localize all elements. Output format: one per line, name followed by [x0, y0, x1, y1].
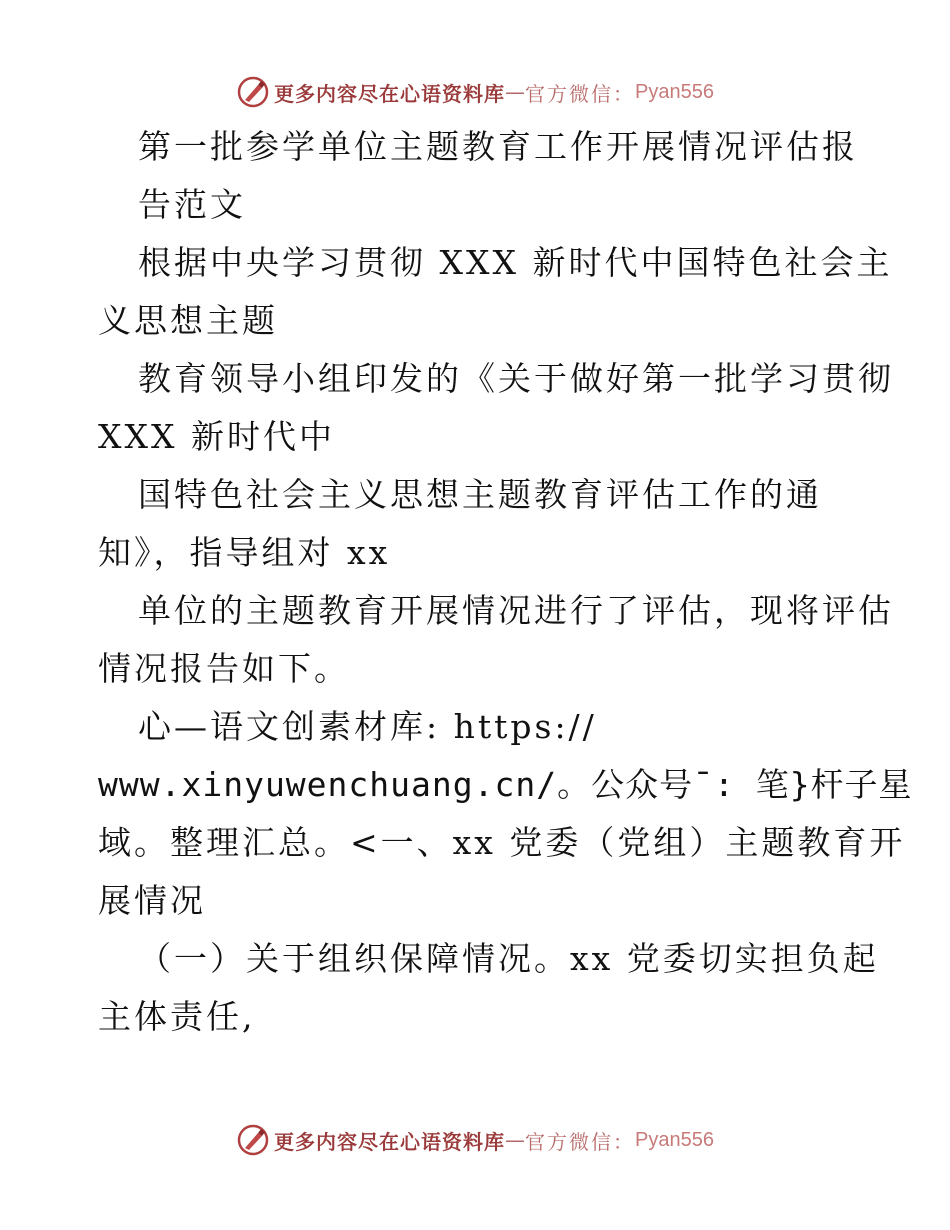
watermark-wechat-id: Pyan556: [635, 80, 714, 103]
watermark-separator: —: [505, 1128, 526, 1152]
doc-line: 心—语文创素材库: https://: [138, 707, 597, 746]
watermark-wechat-label: 官方微信：: [525, 81, 636, 106]
doc-line: 根据中央学习贯彻 XXX 新时代中国特色社会主: [138, 243, 893, 282]
doc-line: 域。整理汇总。<一、xx 党委（党组）主题教育开: [98, 823, 906, 862]
watermark-wechat-label: 官方微信：: [525, 1129, 636, 1154]
doc-line: （一）关于组织保障情况。xx 党委切实担负起: [138, 939, 879, 978]
doc-line: 单位的主题教育开展情况进行了评估，现将评估: [138, 591, 894, 630]
doc-line: 国特色社会主义思想主题教育评估工作的通: [138, 475, 822, 514]
watermark-wechat-id: Pyan556: [635, 1128, 714, 1151]
doc-line: 主体责任,: [98, 997, 256, 1036]
doc-line: 义思想主题: [98, 301, 278, 340]
pen-circle-logo-icon: [236, 1123, 270, 1157]
doc-line: 情况报告如下。: [98, 649, 350, 688]
doc-line: 知》，指导组对 xx: [98, 533, 391, 572]
doc-line: www.xinyuwenchuang.cn/。公众号¯: 笔}杆子星: [98, 765, 913, 804]
doc-line: 第一批参学单位主题教育工作开展情况评估报: [138, 127, 858, 166]
watermark-separator: —: [505, 80, 526, 104]
watermark-brand: 更多内容尽在心语资料库: [274, 1129, 506, 1154]
document-body: [98, 118, 913, 1046]
doc-line: 告范文: [138, 185, 246, 224]
doc-line: 教育领导小组印发的《关于做好第一批学习贯彻: [138, 359, 894, 398]
header-watermark: [0, 72, 950, 112]
watermark-brand: 更多内容尽在心语资料库: [274, 81, 506, 106]
pen-circle-logo-icon: [236, 75, 270, 109]
footer-watermark: [0, 1120, 950, 1160]
doc-line: XXX 新时代中: [98, 417, 335, 456]
doc-line: 展情况: [98, 881, 206, 920]
